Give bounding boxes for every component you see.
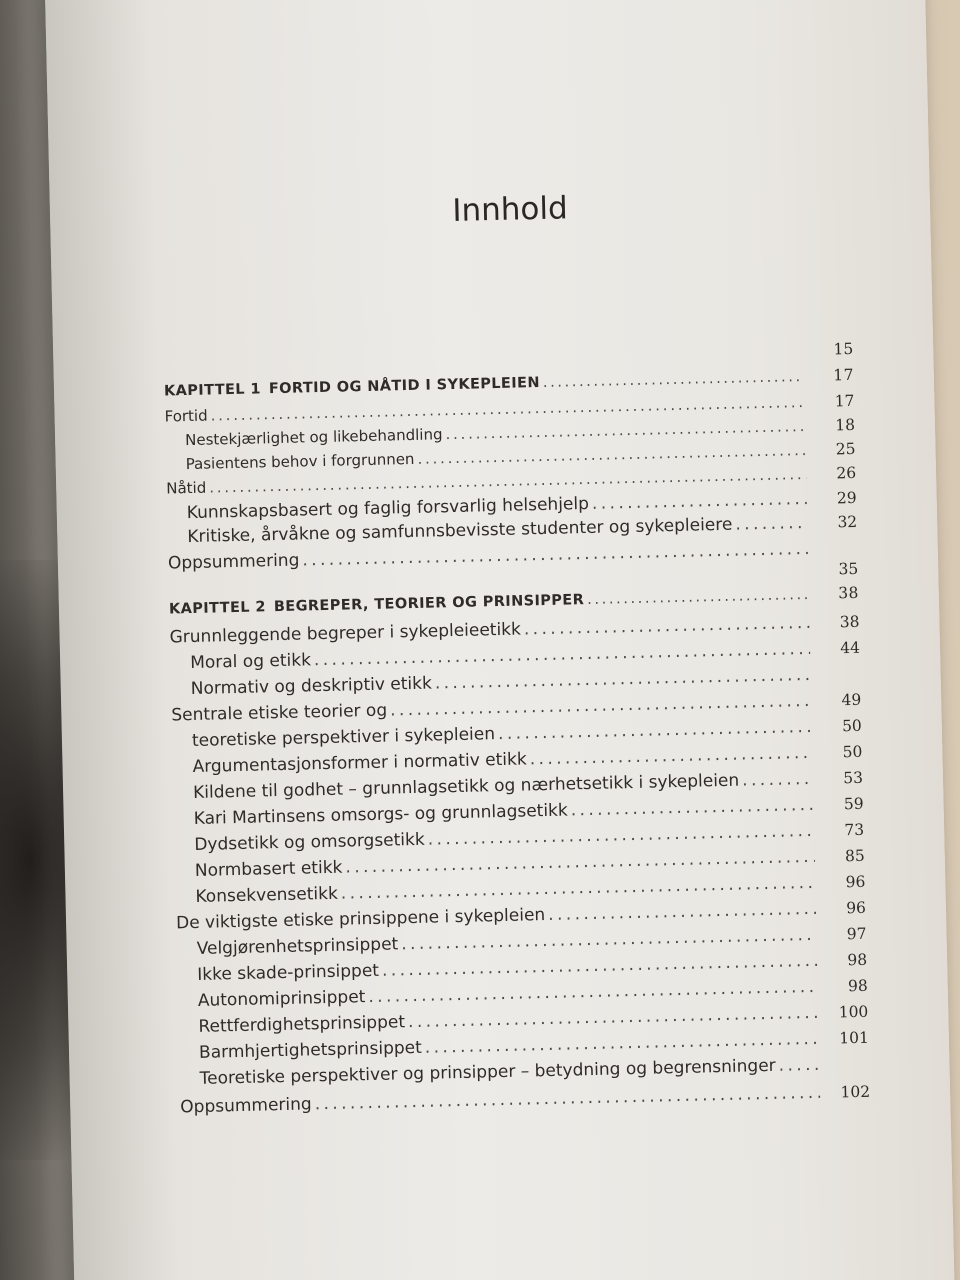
toc-page-number: 100 (838, 1002, 869, 1022)
toc-page-number: 35 (838, 559, 859, 579)
toc-entry-label: Normbasert etikk (194, 857, 343, 881)
toc-page-number: 59 (843, 794, 864, 814)
toc-page-number: 96 (845, 872, 866, 892)
toc-entry-label: teoretiske perspektiver i sykepleien (191, 724, 496, 752)
chapter-title: BEGREPER, TEORIER OG PRINSIPPER (273, 592, 585, 616)
dot-leader (571, 795, 814, 821)
toc-entry-label: Grunnleggende begreper i sykepleieetikk (169, 619, 522, 648)
toc-entry-label: Oppsummering (180, 1094, 312, 1118)
dot-leader (592, 489, 807, 514)
toc-entry-label: Moral og etikk (189, 650, 312, 674)
dot-leader (543, 369, 804, 391)
toc-entry-label: Kildene til godhet – grunnlagsetikk og nærhetsetikk i sykepleien (192, 770, 740, 803)
toc-page-number: 38 (839, 612, 860, 632)
toc-page-number: 98 (847, 950, 868, 970)
toc-entry-label: Oppsummering (167, 550, 300, 574)
toc-entry-label: Nåtid (166, 478, 207, 498)
toc-entry-label: De viktigste etiske prinsippene i sykepleien (175, 905, 546, 934)
toc-entry-label: Teoretiske perspektiver og prinsipper – betydning og begrensninger (199, 1055, 776, 1089)
toc-page-number (830, 1069, 870, 1070)
toc-entry-label: Nestekjærlighet og likebehandling (184, 425, 443, 450)
dot-leader (735, 513, 807, 535)
toc-page-number: 32 (837, 512, 858, 532)
toc-entry-label: Kunnskapsbasert og faglig forsvarlig helsehjelp (186, 493, 590, 524)
toc-entry-label: Kritiske, årvåkne og samfunnsbevisste studenter og sykepleiere (187, 514, 733, 548)
toc-page-number: 85 (844, 846, 865, 866)
toc-page-number: 73 (844, 820, 865, 840)
toc-entry-label: Normativ og deskriptiv etikk (190, 673, 433, 700)
toc-entry-label: Kari Martinsens omsorgs- og grunnlagsetikk (193, 800, 568, 829)
chapter-heading-label (164, 375, 540, 400)
toc-page-number: 25 (835, 439, 856, 459)
toc-entry-label: Ikke skade-prinsippet (197, 960, 380, 985)
toc-entry-label: Sentrale etiske teorier og (171, 700, 388, 726)
toc-entry-label: Dydsetikk og omsorgsetikk (194, 829, 425, 855)
chapter-title: FORTID OG NÅTID I SYKEPLEIEN (268, 375, 541, 398)
toc-page-number: 15 (833, 339, 854, 359)
toc-entry-label: Velgjørenhetsprinsippet (196, 934, 399, 959)
toc-page-number: 17 (833, 365, 855, 385)
toc-page-number (818, 553, 858, 554)
toc-page-number: 97 (846, 924, 867, 944)
dot-leader (778, 1055, 819, 1076)
toc-page-number: 96 (846, 898, 867, 918)
toc-entry-label: Konsekvensetikk (195, 883, 339, 907)
toc-page-number: 53 (843, 768, 864, 788)
toc-entry-label: Pasientens behov i forgrunnen (185, 449, 415, 474)
chapter-heading-label (169, 592, 585, 617)
toc-page-number: 44 (840, 638, 861, 658)
toc-page-number: 38 (838, 583, 859, 603)
toc-page-number: 102 (840, 1082, 871, 1102)
toc-page-number: 26 (836, 463, 857, 483)
toc-page-number: 50 (842, 742, 863, 762)
toc-entry-label: Fortid (164, 406, 208, 426)
dot-leader (587, 587, 809, 608)
book-page (45, 0, 956, 1280)
toc-page-number (821, 679, 861, 680)
chapter-number: KAPITTEL 2 (168, 599, 267, 618)
toc-page-number: 98 (847, 976, 868, 996)
toc-page-number: 49 (841, 690, 862, 710)
dot-leader (742, 769, 813, 791)
toc-entry-label: Rettferdighetsprinsippet (198, 1012, 406, 1037)
toc-page-number: 101 (839, 1028, 870, 1048)
toc-page-number: 17 (834, 391, 855, 411)
toc-page-number: 50 (841, 716, 863, 736)
toc-entry-label: Barmhjertighetsprinsippet (198, 1037, 423, 1063)
chapter-number: KAPITTEL 1 (163, 381, 262, 400)
toc-page-number: 29 (836, 488, 857, 508)
toc-entry-label: Autonomiprinsippet (197, 987, 366, 1011)
toc-entry-label: Argumentasjonsformer i normativ etikk (192, 749, 527, 778)
toc-page-number: 18 (835, 415, 856, 435)
page-title: Innhold (451, 190, 569, 229)
